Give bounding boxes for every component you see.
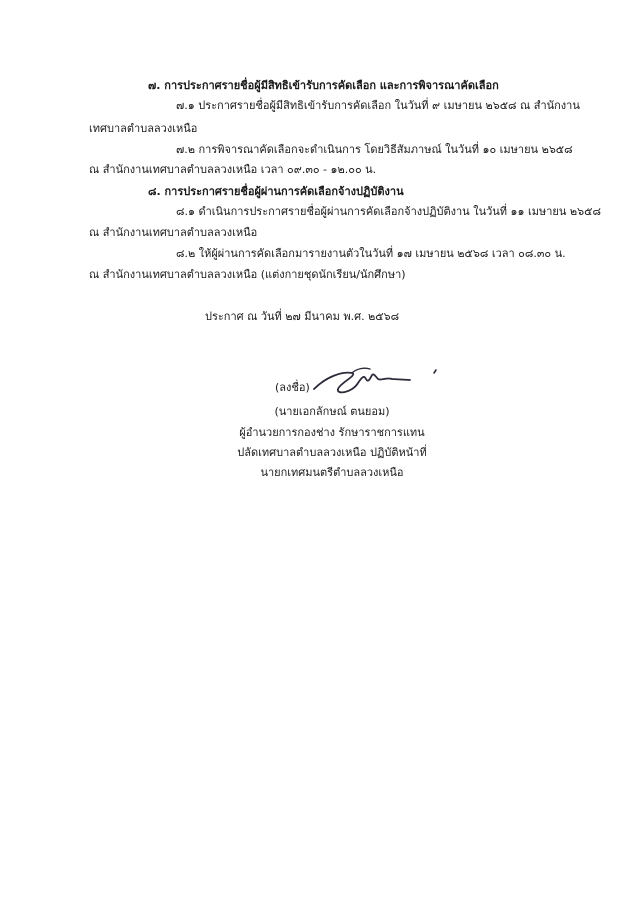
sign-label: (ลงชื่อ) — [275, 381, 310, 394]
section-8-item-2-line-2: ณ สำนักงานเทศบาลตำบลลวงเหนือ (แต่งกายชุดนักเรียน/นักศึกษา) — [89, 268, 406, 281]
section-7-item-1-line-1: ๗.๑ ประกาศรายชื่อผู้มีสิทธิเข้ารับการคัดเลือก ในวันที่ ๙ เมษายน ๒๖๕๘ ณ สำนักงาน — [176, 99, 580, 112]
signatory-position-line-2: ปลัดเทศบาลตำบลลวงเหนือ ปฏิบัติหน้าที่ — [237, 446, 427, 459]
section-7-heading: ๗. การประกาศรายชื่อผู้มีสิทธิเข้ารับการคัดเลือก และการพิจารณาคัดเลือก — [148, 79, 499, 92]
section-7-item-2-line-2: ณ สำนักงานเทศบาลตำบลลวงเหนือ เวลา ๐๙.๓๐ - ๑๒.๐๐ น. — [89, 163, 377, 176]
signatory-position-line-3: นายกเทศมนตรีตำบลลวงเหนือ — [260, 466, 404, 479]
signatory-position-line-1: ผู้อำนวยการกองช่าง รักษาราชการแทน — [239, 426, 425, 439]
section-7-item-2-line-1: ๗.๒ การพิจารณาคัดเลือกจะดำเนินการ โดยวิธีสัมภาษณ์ ในวันที่ ๑๐ เมษายน ๒๖๕๘ — [176, 143, 573, 156]
section-8-item-1-line-1: ๘.๑ ดำเนินการประกาศรายชื่อผู้ผ่านการคัดเลือกจ้างปฏิบัติงาน ในวันที่ ๑๑ เมษายน ๒๖๕๘ — [176, 205, 601, 218]
section-8-item-1-line-2: ณ สำนักงานเทศบาลตำบลลวงเหนือ — [89, 226, 258, 239]
section-7-item-1-line-2: เทศบาลตำบลลวงเหนือ — [89, 122, 198, 135]
handwritten-signature — [312, 363, 442, 399]
section-8-item-2-line-1: ๘.๒ ให้ผู้ผ่านการคัดเลือกมารายงานตัวในวันที่ ๑๗ เมษายน ๒๕๖๘ เวลา ๐๘.๓๐ น. — [176, 247, 566, 260]
signatory-name: (นายเอกลักษณ์ ตนยอม) — [274, 405, 390, 418]
announcement-date: ประกาศ ณ วันที่ ๒๗ มีนาคม พ.ศ. ๒๕๖๘ — [205, 310, 400, 323]
section-8-heading: ๘. การประกาศรายชื่อผู้ผ่านการคัดเลือกจ้างปฏิบัติงาน — [148, 185, 404, 198]
